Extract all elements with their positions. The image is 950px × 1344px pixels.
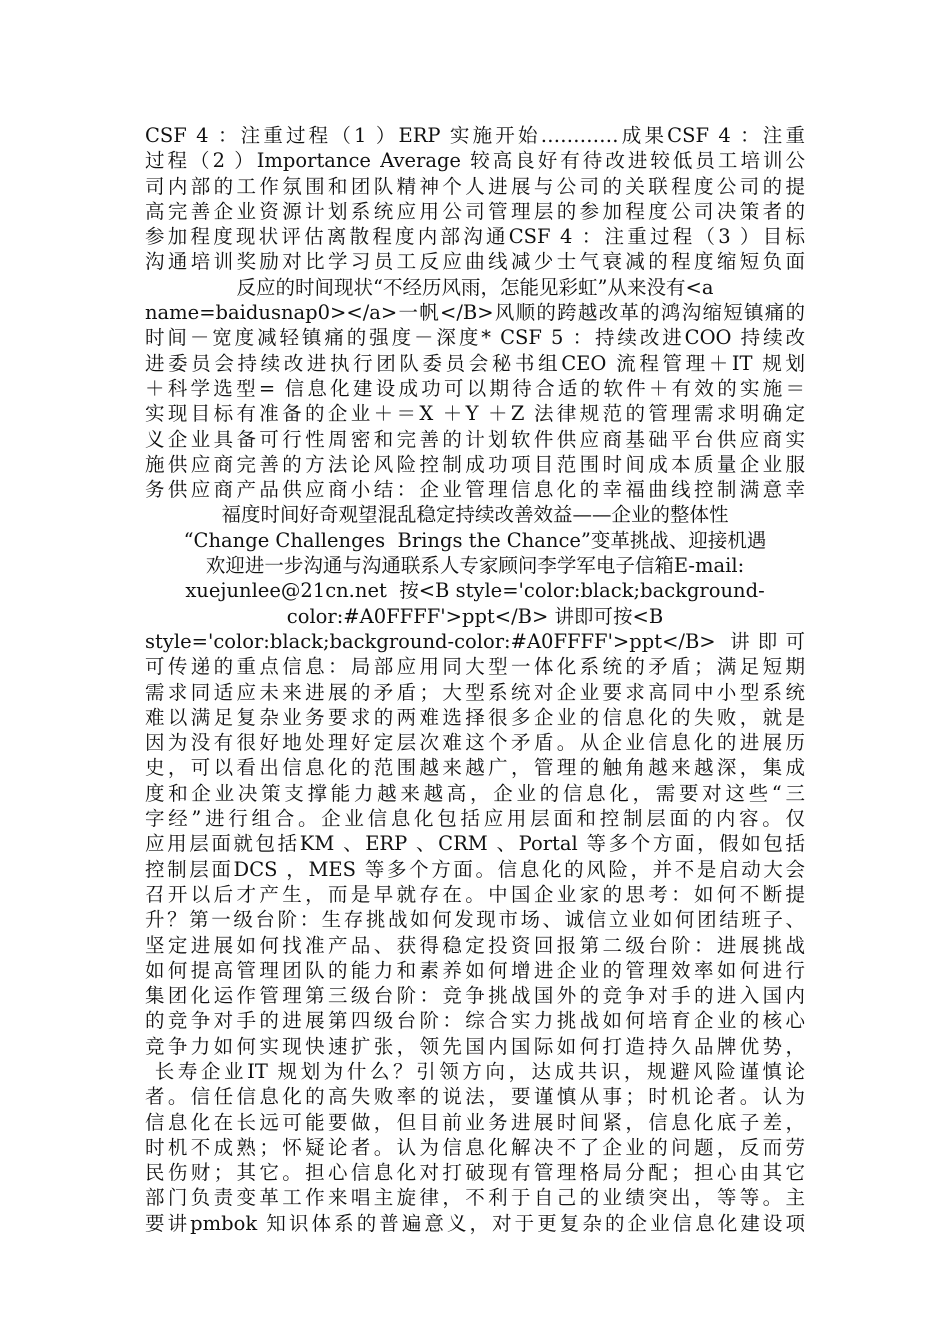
text-line: 召开以后才产生，而是早就存在。中国企业家的思考：如何不断提 — [145, 882, 805, 906]
text-line: 实现目标有准备的企业＋＝X ＋Y ＋Z 法律规范的管理需求明确定 — [145, 402, 805, 426]
text-line: 控制层面DCS ，MES 等多个方面。信息化的风险，并不是启动大会 — [145, 857, 805, 881]
text-line: 反应的时间现状“不经历风雨，怎能见彩虹”从来没有<a — [236, 275, 714, 299]
text-line: CSF 4 ：注重过程（1 ）ERP 实施开始…………成果CSF 4 ：注重 — [145, 124, 805, 147]
text-line: 司内部的工作氛围和团队精神个人进展与公司的关联程度公司的提 — [145, 174, 805, 198]
text-line: 字经”进行组合。企业信息化包括应用层面和控制层面的内容。仅 — [145, 807, 805, 831]
text-line: 要讲pmbok 知识体系的普遍意义，对于更复杂的企业信息化建设项 — [145, 1211, 805, 1235]
text-line: 时间－宽度减轻镇痛的强度－深度* CSF 5 ：持续改进COO 持续改 — [145, 326, 805, 350]
text-line: 升？第一级台阶：生存挑战如何发现市场、诚信立业如何团结班子、 — [145, 908, 805, 932]
text-line: 难以满足复杂业务要求的两难选择很多企业的信息化的失败，就是 — [145, 705, 805, 729]
text-line: 务供应商产品供应商小结：企业管理信息化的幸福曲线控制满意幸 — [145, 478, 805, 502]
text-line: 需求同适应未来进展的矛盾；大型系统对企业要求高同中小型系统 — [145, 680, 805, 704]
text-line: “Change Challenges Brings the Chance”变革挑战、迎接机遇 — [183, 528, 767, 552]
text-line: 进委员会持续改进执行团队委员会秘书组CEO 流程管理＋IT 规划 — [145, 351, 805, 375]
text-line: 应用层面就包括KM 、ERP 、CRM 、Portal 等多个方面，假如包括 — [145, 832, 805, 856]
text-line: 竞争力如何实现快速扩张，领先国内国际如何打造持久品牌优势， — [145, 1034, 805, 1058]
text-line: 沟通培训奖励对比学习员工反应曲线减少士气衰减的程度缩短负面 — [145, 250, 805, 274]
text-line: 史，可以看出信息化的范围越来越广，管理的触角越来越深，集成 — [145, 756, 805, 780]
text-line: 时机不成熟；怀疑论者。认为信息化解决不了企业的问题，反而劳 — [145, 1135, 805, 1159]
text-line: 集团化运作管理第三级台阶：竞争挑战国外的竞争对手的进入国内 — [145, 984, 805, 1008]
text-line: xuejunlee@21cn.net 按<B style='color:black;background- — [185, 579, 765, 603]
text-line: 欢迎进一步沟通与沟通联系人专家顾问李学军电子信箱E-mail: — [205, 554, 745, 578]
text-line: ＋科学选型= 信息化建设成功可以期待合适的软件＋有效的实施＝ — [145, 376, 805, 400]
text-line: 者。信任信息化的高失败率的说法，要谨慎从事；时机论者。认为 — [145, 1085, 805, 1109]
text-line: 义企业具备可行性周密和完善的计划软件供应商基础平台供应商实 — [145, 427, 805, 451]
text-line: 福度时间好奇观望混乱稳定持续改善效益——企业的整体性 — [221, 503, 729, 527]
text-line: 度和企业决策支撑能力越来越高，企业的信息化，需要对这些“三 — [145, 781, 805, 805]
text-line: name=baidusnap0></a>一帆</B>风顺的跨越改革的鸿沟缩短镇痛的 — [145, 301, 805, 325]
text-line: 高完善企业资源计划系统应用公司管理层的参加程度公司决策者的 — [145, 199, 805, 223]
text-line: 过程（2 ）Importance Average 较高良好有待改进较低员工培训公 — [145, 149, 805, 173]
text-line: 民伤财；其它。担心信息化对打破现有管理格局分配；担心由其它 — [145, 1161, 805, 1185]
text-line: 因为没有很好地处理好定层次难这个矛盾。从企业信息化的进展历 — [145, 731, 805, 755]
text-line: style='color:black;background-color:#A0FFFF'>ppt</B> 讲即可 — [145, 629, 805, 653]
text-line: 部门负责变革工作来唱主旋律，不利于自己的业绩突出，等等。主 — [145, 1186, 805, 1210]
text-line: 可传递的重点信息：局部应用同大型一体化系统的矛盾；满足短期 — [145, 655, 805, 679]
text-line: 参加程度现状评估离散程度内部沟通CSF 4 ：注重过程（3 ）目标 — [145, 225, 805, 249]
text-line: color:#A0FFFF'>ppt</B> 讲即可按<B — [286, 604, 664, 628]
text-line: 长寿企业IT 规划为什么？引领方向，达成共识，规避风险谨慎论 — [145, 1059, 805, 1083]
document-body — [145, 123, 805, 1236]
text-line: 坚定进展如何找准产品、获得稳定投资回报第二级台阶：进展挑战 — [145, 933, 805, 957]
text-line: 施供应商完善的方法论风险控制成功项目范围时间成本质量企业服 — [145, 452, 805, 476]
text-line: 信息化在长远可能要做，但目前业务进展时间紧，信息化底子差， — [145, 1110, 805, 1134]
text-line: 如何提高管理团队的能力和素养如何增进企业的管理效率如何进行 — [145, 958, 805, 982]
text-line: 的竞争对手的进展第四级台阶：综合实力挑战如何培育企业的核心 — [145, 1009, 805, 1033]
